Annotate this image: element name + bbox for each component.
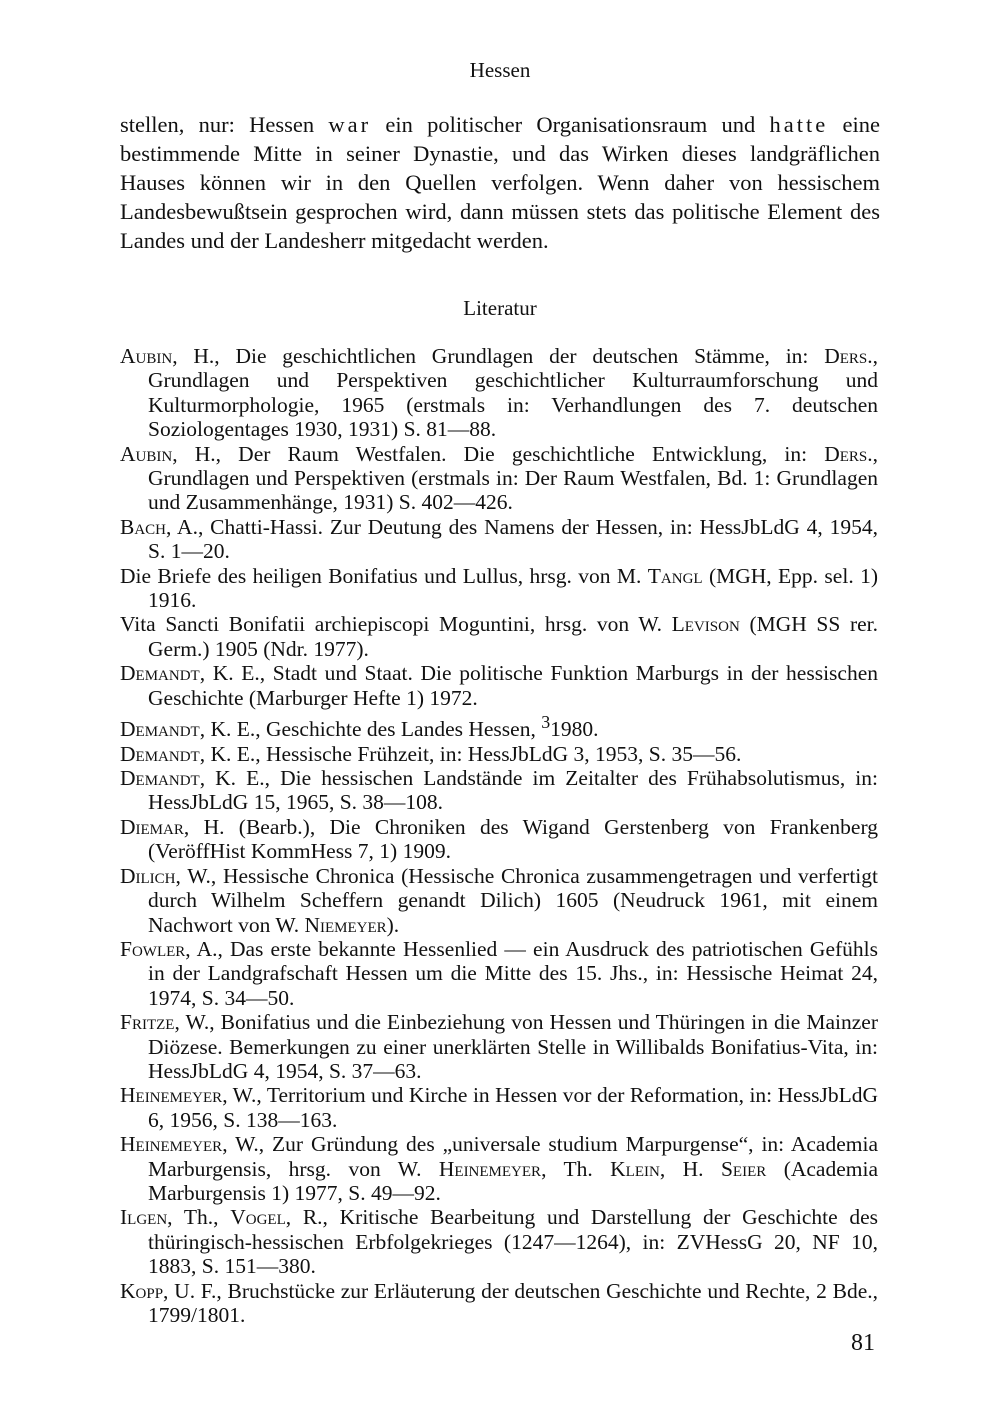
reference-author: Fritze [120,1010,175,1035]
reference-text: ). [386,912,400,937]
edition-superscript: 3 [541,712,551,733]
reference-entry [120,1010,878,1083]
reference-name: Levison [671,612,740,637]
body-paragraph [120,110,880,255]
reference-text: Die Briefe des heiligen Bonifatius und Lullus, hrsg. von M. [120,563,648,588]
reference-name: Vogel [230,1205,286,1230]
reference-author: Aubin [120,441,173,466]
reference-text: , W., Hessische Chronica (Hessische Chronica zusammengetragen und verfertigt durch Wilhelm Scheffern genandt Dilich) 1605 (Neudruck 1961, mit einem Nachwort von W. [148,863,878,937]
reference-author: Demandt [120,717,200,742]
reference-name: Seier [720,1156,767,1181]
reference-text: (Academia Marburgensis 1) 1977, S. 49—92. [148,1156,878,1205]
body-text: stellen, nur: Hessen [120,112,329,137]
spaced-word: hatte [769,112,829,137]
reference-text: , K. E., Die hessischen Landstände im Zeitalter des Frühabsolutismus, in: HessJbLdG 15, 1965, S. 38—108. [148,766,878,815]
reference-text: , H., Die geschichtlichen Grundlagen der deutschen Stämme, in: [172,344,825,368]
reference-author: Demandt [120,741,200,766]
page-number: 81 [851,1330,875,1356]
reference-entry [120,742,878,766]
reference-text: , W., Zur Gründung des „universale studium Marpurgense“, in: Academia Marburgensis, hrsg. von W. [148,1132,878,1181]
body-text: ein politischer Organisationsraum und [371,112,770,137]
section-heading: Literatur [463,296,537,320]
reference-name: Ders [824,344,868,368]
reference-text: , K. E., Hessische Frühzeit, in: HessJbLdG 3, 1953, S. 35—56. [199,741,742,766]
reference-name: Niemeyer [304,912,387,937]
reference-entry [120,1132,878,1205]
reference-name: Tangl [647,563,703,588]
reference-text: , A., Das erste bekannte Hessenlied — ein Ausdruck des patriotischen Gefühls in der Landgrafschaft Hessen um die Mitte des 15. Jhs., in: Hessische Heimat 24, 1974, S. 34—50. [148,936,878,1010]
reference-name: Ders [824,441,868,466]
reference-text: , H. [659,1156,721,1181]
reference-text: , Th. [541,1156,611,1181]
reference-text: ., Grundlagen und Perspektiven geschichtlicher Kulturraumforschung und Kulturmorphologie, 1965 (erstmals in: Verhandlungen des 7. deutschen Soziologentages 1930, 1931) S. 81—88. [148,344,878,442]
reference-entry [120,710,878,742]
reference-author: Demandt [120,661,200,686]
reference-text: , W., Territorium und Kirche in Hessen vor der Reformation, in: HessJbLdG 6, 1956, S. 138—163. [148,1083,878,1132]
reference-text: Vita Sancti Bonifatii archiepiscopi Moguntini, hrsg. von W. [120,612,672,637]
reference-author: Ilgen [120,1205,168,1230]
reference-entry [120,1205,878,1278]
reference-text: , W., Bonifatius und die Einbeziehung von Hessen und Thüringen in die Mainzer Diözese. Bemerkungen zu einer unerklärten Stelle in Willibalds Bonifatius-Vita, in: HessJbLdG 4, 1954, S. 37—63. [148,1010,878,1083]
reference-text: , K. E., Geschichte des Landes Hessen, [199,717,542,742]
reference-text: , K. E., Stadt und Staat. Die politische Funktion Marburgs in der hessischen Geschichte (Marburger Hefte 1) 1972. [148,661,878,710]
reference-text: 1980. [550,717,599,742]
reference-author: Demandt [120,766,200,791]
reference-entry [120,766,878,815]
reference-entry [120,344,878,442]
reference-text: (MGH, Epp. sel. 1) 1916. [148,563,878,613]
reference-text: ., Grundlagen und Perspektiven (erstmals in: Der Raum Westfalen, Bd. 1: Grundlagen und Zusammenhänge, 1931) S. 402—426. [148,441,878,515]
reference-entry [120,864,878,937]
reference-entry [120,515,878,564]
reference-author: Heinemeyer [120,1132,223,1157]
reference-entry [120,612,878,661]
reference-text: (MGH SS rer. Germ.) 1905 (Ndr. 1977). [148,612,878,661]
reference-author: Fowler [120,936,186,961]
reference-entry [120,1083,878,1132]
reference-entry [120,564,878,613]
reference-text: , R., Kritische Bearbeitung und Darstellung der Geschichte des thüringisch-hessischen Erbfolgekrieges (1247—1264), in: ZVHessG 20, NF 10, 1883, S. 151—380. [148,1205,879,1279]
running-head: Hessen [469,58,531,82]
spaced-word: war [328,112,372,137]
reference-author: Heinemeyer [120,1083,223,1108]
reference-entry [120,937,878,1010]
reference-name: Klein [610,1156,660,1181]
reference-entry [120,661,878,710]
reference-author: Dilich [120,863,176,888]
reference-author: Aubin [120,344,173,368]
reference-name: Heinemeyer [438,1156,542,1181]
reference-text: , H. (Bearb.), Die Chroniken des Wigand Gerstenberg von Frankenberg (VeröffHist KommHess 7, 1) 1909. [148,814,878,864]
body-text: eine bestimmende Mitte in seiner Dynastie, und das Wirken dieses landgräflichen Hauses können wir in den Quellen verfolgen. Wenn daher von hessischem Landesbewußtsein gesprochen wird, dann müssen stets das politische Element des Landes und der Landesherr mitgedacht werden. [120,112,880,253]
reference-text: , A., Chatti-Hassi. Zur Deutung des Namens der Hessen, in: HessJbLdG 4, 1954, S. 1—20. [148,514,878,564]
reference-author: Bach [120,514,167,539]
reference-text: , U. F., Bruchstücke zur Erläuterung der deutschen Geschichte und Rechte, 2 Bde., 1799/1801. [148,1278,878,1327]
reference-author: Kopp [120,1278,164,1303]
reference-entry [120,815,878,864]
reference-text: , Th., [167,1205,231,1230]
reference-entry [120,442,878,515]
reference-entry [120,1279,878,1328]
reference-list [120,344,878,1327]
reference-author: Diemar [120,814,184,839]
reference-text: , H., Der Raum Westfalen. Die geschichtliche Entwicklung, in: [172,441,825,466]
